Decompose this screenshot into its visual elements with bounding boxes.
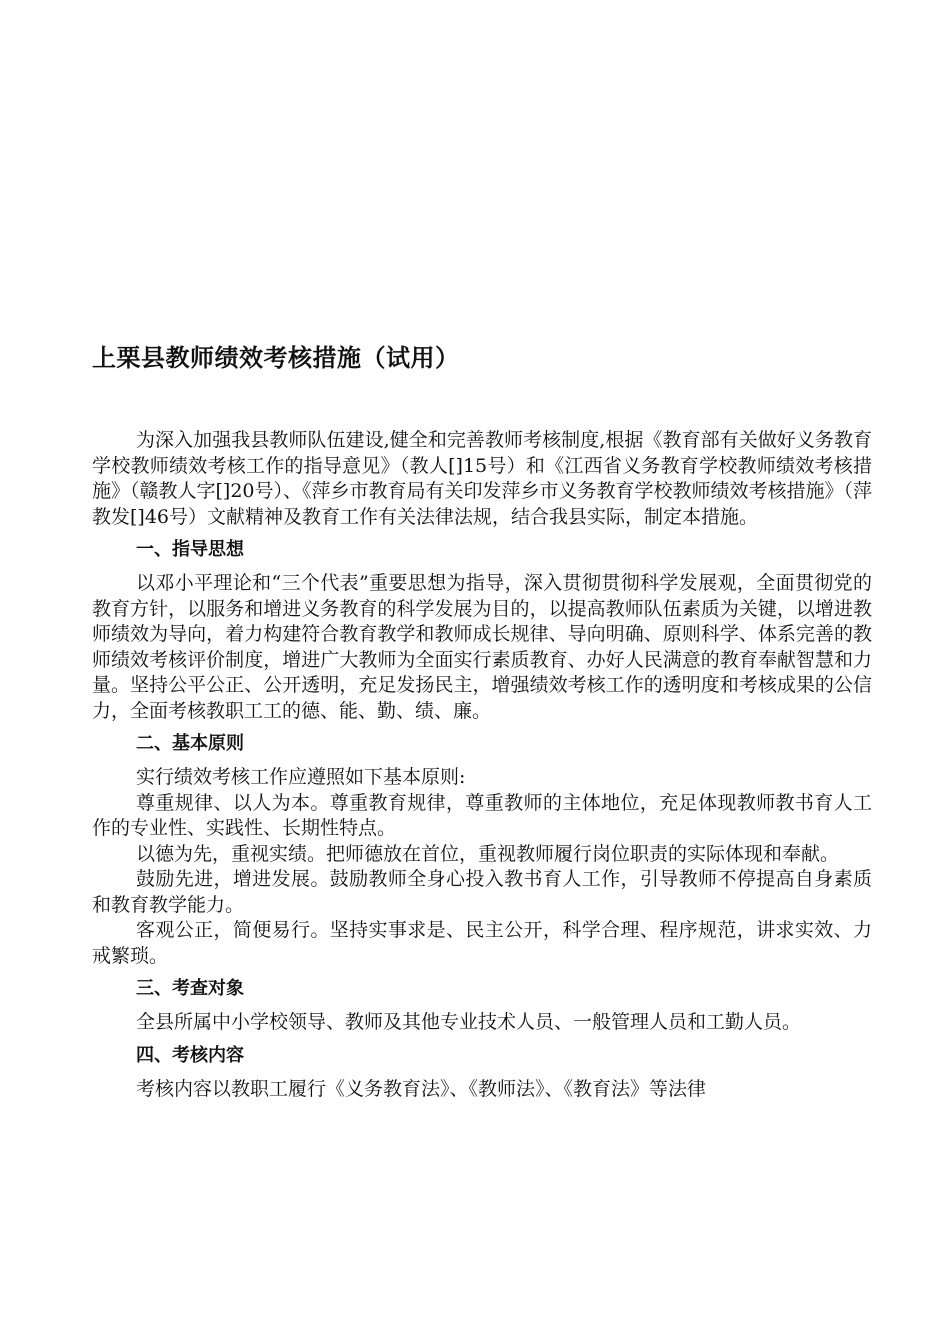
document-title: 上栗县教师绩效考核措施（试用） xyxy=(92,344,460,372)
section-assessment-content xyxy=(92,1043,872,1103)
section-paragraph: 鼓励先进，增进发展。鼓励教师全身心投入教书育人工作，引导教师不停提高自身素质和教育教学能力。 xyxy=(92,868,872,916)
section-paragraph: 实行绩效考核工作应遵照如下基本原则: xyxy=(136,766,466,788)
section-basic-principles xyxy=(92,731,872,969)
intro-paragraph: 为深入加强我县教师队伍建设,健全和完善教师考核制度,根据《教育部有关做好义务教育学校教师绩效考核工作的指导意见》（教人[]15号）和《江西省义务教育学校教师绩效考核措施》（赣教人字[]20号）、《萍乡市教育局有关印发萍乡市义务教育学校教师绩效考核措施》（萍教发[]46号）文献精神及教育工作有关法律法规，结合我县实际，制定本措施。 xyxy=(92,429,873,528)
section-heading: 四、考核内容 xyxy=(136,1044,244,1066)
section-paragraph: 以邓小平理论和“三个代表”重要思想为指导，深入贯彻贯彻科学发展观，全面贯彻党的教育方针，以服务和增进义务教育的科学发展为目的，以提高教师队伍素质为关键，以增进教师绩效为导向，着力构建符合教育教学和教师成长规律、导向明确、原则科学、体系完善的教师绩效考核评价制度，增进广大教师为全面实行素质教育、办好人民满意的教育奉献智慧和力量。坚持公平公正、公开透明，充足发扬民主，增强绩效考核工作的透明度和考核成果的公信力，全面考核教职工工的德、能、勤、绩、廉。 xyxy=(92,572,872,722)
section-paragraph: 考核内容以教职工履行《义务教育法》、《教师法》、《教育法》等法律 xyxy=(136,1077,707,1100)
section-heading: 一、指导思想 xyxy=(136,539,244,560)
document-body xyxy=(92,428,872,1102)
section-assessment-targets xyxy=(92,976,872,1036)
section-paragraph: 以德为先，重视实绩。把师德放在首位，重视教师履行岗位职责的实际体现和奉献。 xyxy=(136,842,840,865)
section-paragraph: 尊重规律、以人为本。尊重教育规律，尊重教师的主体地位，充足体现教师教书育人工作的专业性、实践性、长期性特点。 xyxy=(92,791,872,839)
section-heading: 三、考查对象 xyxy=(136,978,244,999)
section-guiding-ideology xyxy=(92,537,872,724)
section-paragraph: 全县所属中小学校领导、教师及其他专业技术人员、一般管理人员和工勤人员。 xyxy=(136,1011,802,1033)
section-heading: 二、基本原则 xyxy=(136,733,244,754)
section-paragraph: 客观公正，简便易行。坚持实事求是、民主公开，科学合理、程序规范，讲求实效、力戒繁琐。 xyxy=(92,919,872,967)
